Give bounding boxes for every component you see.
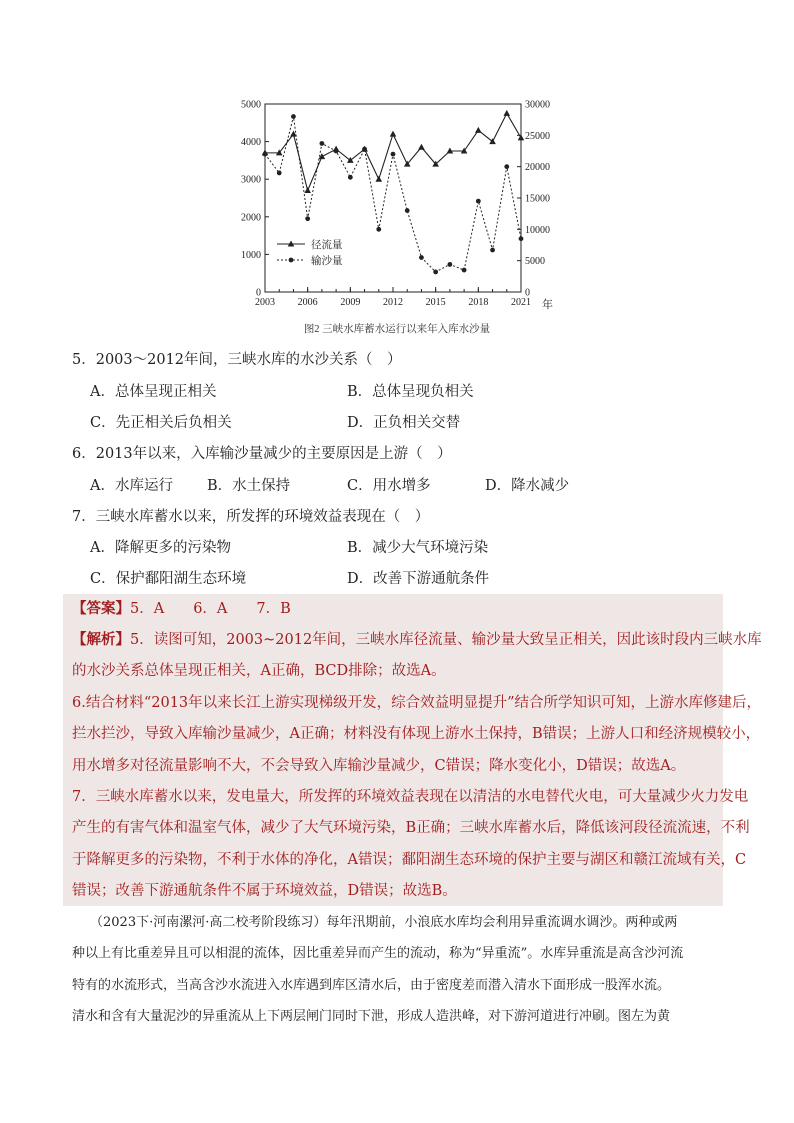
sediment-point: [504, 164, 509, 169]
question-5-option-c: C．先正相关后负相关: [90, 415, 232, 431]
sediment-point: [305, 216, 310, 221]
y-left-tick-label: 1000: [241, 249, 261, 261]
answer-label: 【答案】: [72, 600, 130, 617]
question-7-option-d: D．改善下游通航条件: [347, 571, 490, 587]
x-tick-label: 2009: [340, 297, 361, 308]
analysis-line-8: 于降解更多的污染物，不利于水体的净化，A错误；鄱阳湖生态环境的保护主要与湖区和赣江流域有关，C: [72, 852, 747, 868]
sediment-point: [362, 147, 367, 152]
runoff-point: [489, 138, 496, 144]
y-right-tick-label: 0: [525, 287, 530, 299]
legend-sediment-marker: [289, 258, 294, 263]
runoff-point: [418, 144, 425, 150]
x-tick-label: 2021: [511, 297, 531, 308]
material-line-4: 清水和含有大量泥沙的异重流从上下两层闸门同时下泄，形成人造洪峰，对下游河道进行冲刷。图左为黄: [72, 1009, 671, 1024]
legend-runoff-label: 径流量: [311, 240, 343, 251]
analysis-line-6: 7．三峡水库蓄水以来，发电量大，所发挥的环境效益表现在以清洁的水电替代火电，可大量减少火力发电: [72, 789, 749, 805]
sediment-line: [265, 117, 521, 272]
sediment-point: [419, 255, 424, 260]
y-right-tick-label: 5000: [525, 256, 545, 268]
sediment-point: [391, 152, 396, 157]
chart-series: [262, 110, 525, 274]
question-5-option-d: D．正负相关交替: [347, 415, 461, 431]
sediment-point: [348, 175, 353, 180]
runoff-point: [503, 110, 510, 116]
sediment-point: [405, 208, 410, 213]
analysis-line-9: 错误；改善下游通航条件不属于环境效益，D错误；故选B。: [72, 883, 457, 899]
x-tick-label: 2006: [297, 297, 318, 308]
sediment-point: [263, 152, 268, 157]
runoff-point: [475, 127, 482, 133]
runoff-point: [304, 187, 311, 193]
y-right-tick-label: 25000: [525, 130, 550, 142]
question-6-option-b: B．水土保持: [207, 478, 291, 494]
analysis-text-1: 5．读图可知，2003~2012年间，三峡水库径流量、输沙量大致呈正相关，因此该时段内三峡水库: [130, 632, 762, 648]
legend-sediment-label: 输沙量: [311, 256, 343, 267]
y-left-tick-label: 3000: [241, 174, 261, 186]
sediment-point: [291, 114, 296, 119]
question-6-stem: 6．2013年以来，入库输沙量减少的主要原因是上游（ ）: [72, 446, 452, 462]
analysis-line-2: 的水沙关系总体呈现正相关，A正确，BCD排除；故选A。: [72, 663, 446, 679]
x-tick-label: 2015: [425, 297, 446, 308]
question-7-stem: 7．三峡水库蓄水以来，所发挥的环境效益表现在（ ）: [72, 509, 430, 525]
runoff-point: [390, 131, 397, 137]
x-tick-label: 2018: [468, 297, 489, 308]
sediment-point: [447, 262, 452, 267]
material-line-1: （2023下·河南漯河·高二校考阶段练习）每年汛期前，小浪底水库均会利用异重流调水调沙。两种或两: [90, 915, 678, 930]
question-6-option-d: D．降水减少: [485, 478, 570, 494]
x-ticks: [255, 287, 531, 308]
y-right-tick-label: 10000: [525, 224, 550, 236]
y-right-tick-label: 20000: [525, 162, 550, 174]
chart-caption: 图2 三峡水库蓄水运行以来年入库水沙量: [303, 324, 491, 335]
y-right-tick-label: 30000: [525, 99, 550, 111]
runoff-point: [347, 157, 354, 163]
analysis-line-3: 6.结合材料“2013年以来长江上游实现梯级开发，综合效益明显提升”结合所学知识可知，上游水库修建后，: [72, 695, 762, 711]
sediment-point: [462, 268, 467, 273]
analysis-line-5: 用水增多对径流量影响不大，不会导致入库输沙量减少，C错误；降水变化小，D错误；故选A。: [72, 758, 686, 774]
question-6-option-c: C．用水增多: [347, 478, 431, 494]
material-line-2: 种以上有比重差异且可以相混的流体，因比重差异而产生的流动，称为“异重流”。水库异重流是高含沙河流: [72, 946, 684, 961]
analysis-label: 【解析】: [72, 631, 130, 648]
sediment-point: [476, 199, 481, 204]
analysis-line-4: 拦水拦沙，导致入库输沙量减少，A正确；材料没有体现上游水土保持，B错误；上游人口和经济规模较小，: [72, 726, 761, 742]
material-line-3: 特有的水流形式，当高含沙水流进入水库遇到库区清水后，由于密度差而潜入清水下面形成一股浑水流。: [72, 978, 671, 993]
answer-line: [72, 599, 291, 619]
question-5-stem: 5．2003～2012年间，三峡水库的水沙关系（ ）: [72, 352, 402, 368]
question-7-option-b: B．减少大气环境污染: [347, 540, 489, 556]
y-left-tick-label: 4000: [241, 137, 261, 149]
y-left-tick-label: 0: [256, 287, 261, 299]
y-right-ticks: [517, 100, 550, 299]
chart-legend: [277, 238, 343, 267]
question-7-option-c: C．保护鄱阳湖生态环境: [90, 571, 247, 587]
sediment-point: [334, 149, 339, 154]
x-axis-unit: 年: [542, 299, 553, 311]
analysis-line-1: [72, 630, 762, 650]
sediment-point: [376, 227, 381, 232]
analysis-line-7: 产生的有害气体和温室气体，减少了大气环境污染，B正确；三峡水库蓄水后，降低该河段径流流速，不利: [72, 820, 750, 836]
y-left-tick-label: 2000: [241, 212, 261, 224]
sediment-point: [433, 270, 438, 275]
question-7-option-a: A．降解更多的污染物: [90, 540, 231, 556]
answer-text: 5．A 6．A 7．B: [130, 601, 291, 617]
sediment-point: [519, 236, 524, 241]
x-tick-label: 2003: [255, 297, 275, 308]
sediment-point: [319, 141, 324, 146]
runoff-point: [375, 176, 382, 182]
sediment-point: [490, 248, 495, 253]
question-5-option-a: A．总体呈现正相关: [90, 384, 217, 400]
x-tick-label: 2012: [383, 297, 403, 308]
question-6-option-a: A．水库运行: [90, 478, 173, 494]
y-right-tick-label: 15000: [525, 193, 550, 205]
y-left-tick-label: 5000: [241, 99, 261, 111]
question-5-option-b: B．总体呈现负相关: [347, 384, 474, 400]
runoff-sediment-chart: [225, 92, 570, 342]
sediment-point: [277, 171, 282, 176]
